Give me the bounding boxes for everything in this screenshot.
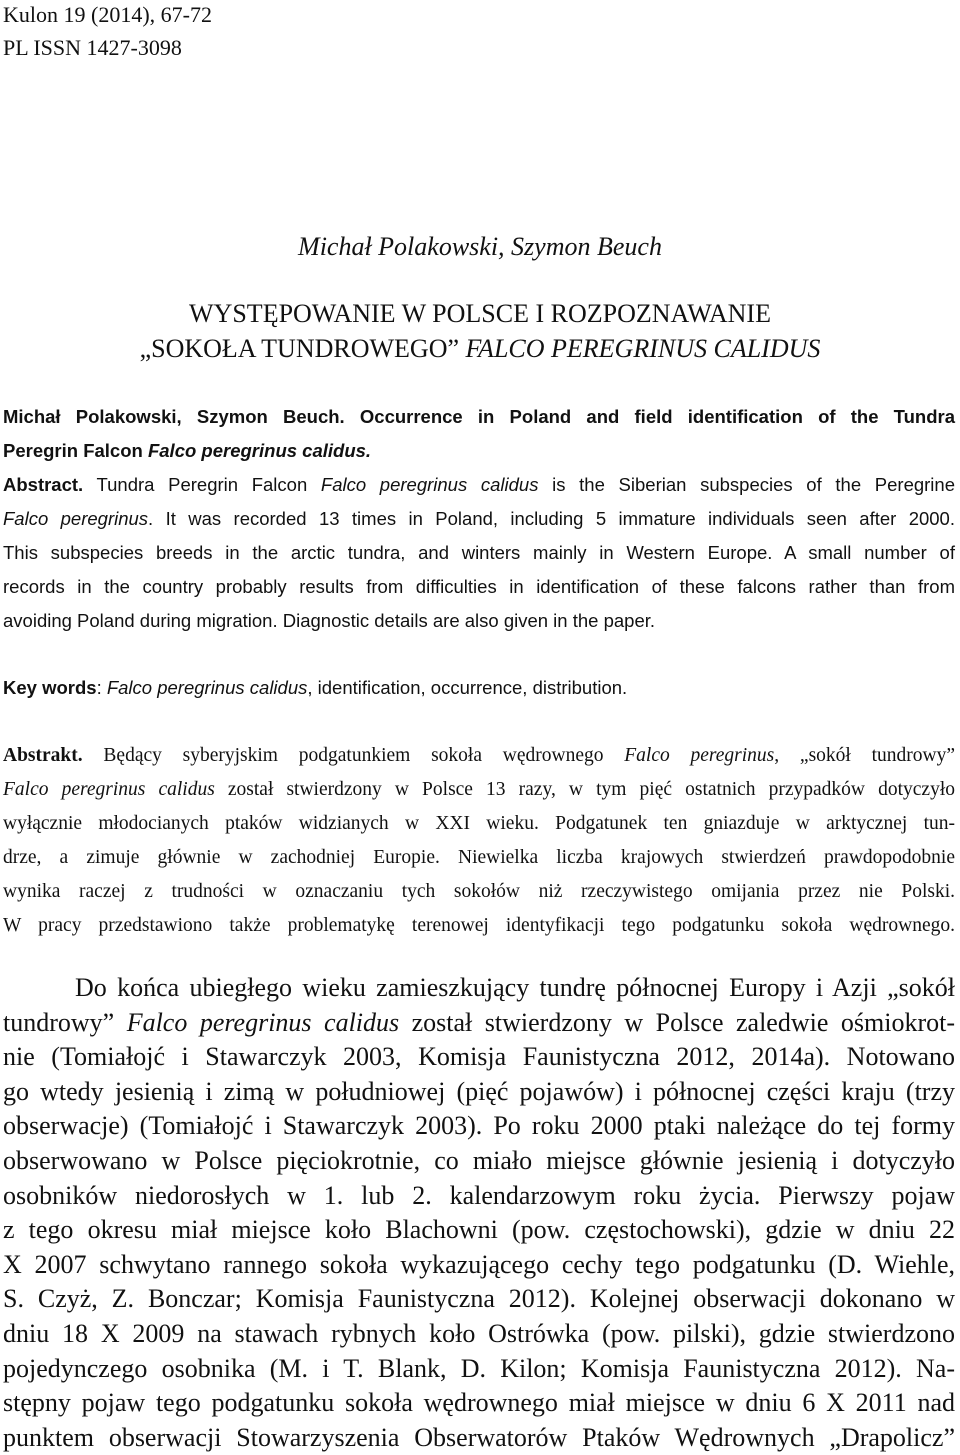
keywords-text: , identification, occurrence, distribution. [307, 677, 628, 698]
body-line-1: Do końca ubiegłego wieku zamieszkujący tundrę północnej Europy i Azji „sokół [75, 973, 955, 1002]
abstract-text: . It was recorded 13 times in Poland, including 5 immature individuals seen after 2000. [148, 508, 955, 529]
citation-plain: Peregrin Falcon [3, 440, 148, 461]
abstrakt-text: , „sokół tundrowy” [774, 745, 956, 766]
abstrakt-text: Będący syberyjskim podgatunkiem sokoła wędrownego [82, 745, 625, 766]
title-species: FALCO PEREGRINUS CALIDUS [465, 334, 821, 363]
article-title-line-1: WYSTĘPOWANIE W POLSCE I ROZPOZNAWANIE [189, 299, 771, 328]
keywords-label: Key words [3, 677, 97, 698]
body-line-12: pojedynczego osobnika (M. i T. Blank, D. Kilon; Komisja Faunistyczna 2012). Na- [3, 1353, 955, 1383]
abstrakt-label: Abstrakt. [3, 745, 83, 766]
journal-issue: Kulon 19 (2014), 67-72 [3, 2, 212, 27]
abstrakt-species: Falco peregrinus calidus [3, 779, 215, 800]
abstract-text: Tundra Peregrin Falcon [83, 474, 321, 495]
body-line-6: obserwowano w Polsce pięciokrotnie, co miało miejsce głównie jesienią i dotyczyło [3, 1145, 955, 1175]
abstract-line-5: avoiding Poland during migration. Diagnostic details are also given in the paper. [3, 610, 656, 631]
abstract-line-1 [3, 468, 955, 502]
body-line-10: S. Czyż, Z. Bonczar; Komisja Faunistyczna 2012). Kolejnej obserwacji dokonano w [3, 1284, 955, 1314]
body-line-14: punktem obserwacji Stowarzyszenia Obserwatorów Ptaków Wędrownych „Drapolicz” [3, 1422, 955, 1452]
body-text [3, 971, 955, 1455]
body-line-5: obserwacje) (Tomiałojć i Stawarczyk 2003). Po roku 2000 ptaki należące do tej formy [3, 1111, 955, 1141]
abstrakt-line-5: wynika raczej z trudności w oznaczaniu tych sokołów niż rzeczywistego omijania przez nie Polski. [3, 881, 955, 902]
title-plain: „SOKOŁA TUNDROWEGO” [139, 334, 466, 363]
abstrakt-line-3: wyłącznie młodocianych ptaków widzianych w XXI wieku. Podgatunek ten gniazduje w arktycznej tun- [3, 813, 955, 834]
citation-line-2 [3, 434, 955, 468]
journal-issn: PL ISSN 1427-3098 [3, 35, 182, 60]
keywords-species: Falco peregrinus calidus [106, 677, 308, 698]
polish-abstract [3, 739, 955, 943]
abstract-species: Falco peregrinus calidus [320, 474, 539, 495]
keywords-line [3, 671, 955, 705]
abstract-species: Falco peregrinus [3, 508, 149, 529]
abstrakt-species: Falco peregrinus [624, 745, 775, 766]
body-line-11: dniu 18 X 2009 na stawach rybnych koło Ostrówka (pow. pilski), gdzie stwierdzono [3, 1318, 955, 1348]
citation-line-1: Michał Polakowski, Szymon Beuch. Occurrence in Poland and field identification of the Tundra [3, 406, 955, 427]
body-line-8: z tego okresu miał miejsce koło Blachowni (pow. częstochowski), gdzie w dniu 22 [3, 1215, 955, 1245]
abstract-line-3: This subspecies breeds in the arctic tundra, and winters mainly in Western Europe. A small number of [3, 542, 955, 563]
body-line-2 [3, 1006, 955, 1041]
body-text-span: tundrowy” [3, 1007, 127, 1037]
abstrakt-line-4: drze, a zimuje głównie w zachodniej Europie. Niewielka liczba krajowych stwierdzeń prawdopodobnie [3, 847, 955, 868]
abstract-label: Abstract. [3, 474, 84, 495]
keywords [3, 671, 955, 705]
abstract-line-4: records in the country probably results from difficulties in identification of these falcons rather than from [3, 576, 955, 597]
abstract-line-2 [3, 502, 955, 536]
body-line-13: stępny pojaw tego podgatunku sokoła wędrownego miał miejsce w dniu 6 X 2011 nad [3, 1388, 955, 1418]
body-line-7: osobników niedorosłych w 1. lub 2. kalendarzowym roku życia. Pierwszy pojaw [3, 1180, 955, 1210]
abstrakt-line-1 [3, 739, 955, 773]
citation-species: Falco peregrinus calidus. [147, 440, 372, 461]
keywords-colon: : [96, 677, 107, 698]
article-title-line-2 [0, 333, 960, 365]
abstract-text: is the Siberian subspecies of the Peregrine [538, 474, 955, 495]
body-line-4: go wtedy jesienią i zimą w południowej (pięć pojawów) i północnej części kraju (trzy [3, 1076, 955, 1106]
abstrakt-line-2 [3, 773, 955, 807]
body-line-9: X 2007 schwytano rannego sokoła wykazującego cechy tego podgatunku (D. Wiehle, [3, 1249, 955, 1279]
body-line-3: nie (Tomiałojć i Stawarczyk 2003, Komisja Faunistyczna 2012, 2014a). Notowano [3, 1042, 955, 1072]
body-text-span: został stwierdzony w Polsce zaledwie ośmiokrot- [399, 1007, 955, 1037]
authors: Michał Polakowski, Szymon Beuch [298, 232, 662, 261]
body-species: Falco peregrinus calidus [126, 1007, 400, 1037]
english-abstract [3, 400, 955, 638]
abstrakt-text: został stwierdzony w Polsce 13 razy, w tym pięć ostatnich przypadków dotyczyło [214, 779, 955, 800]
abstrakt-line-6: W pracy przedstawiono także problematykę terenowej identyfikacji tego podgatunku sokoła wędrownego. [3, 915, 955, 936]
